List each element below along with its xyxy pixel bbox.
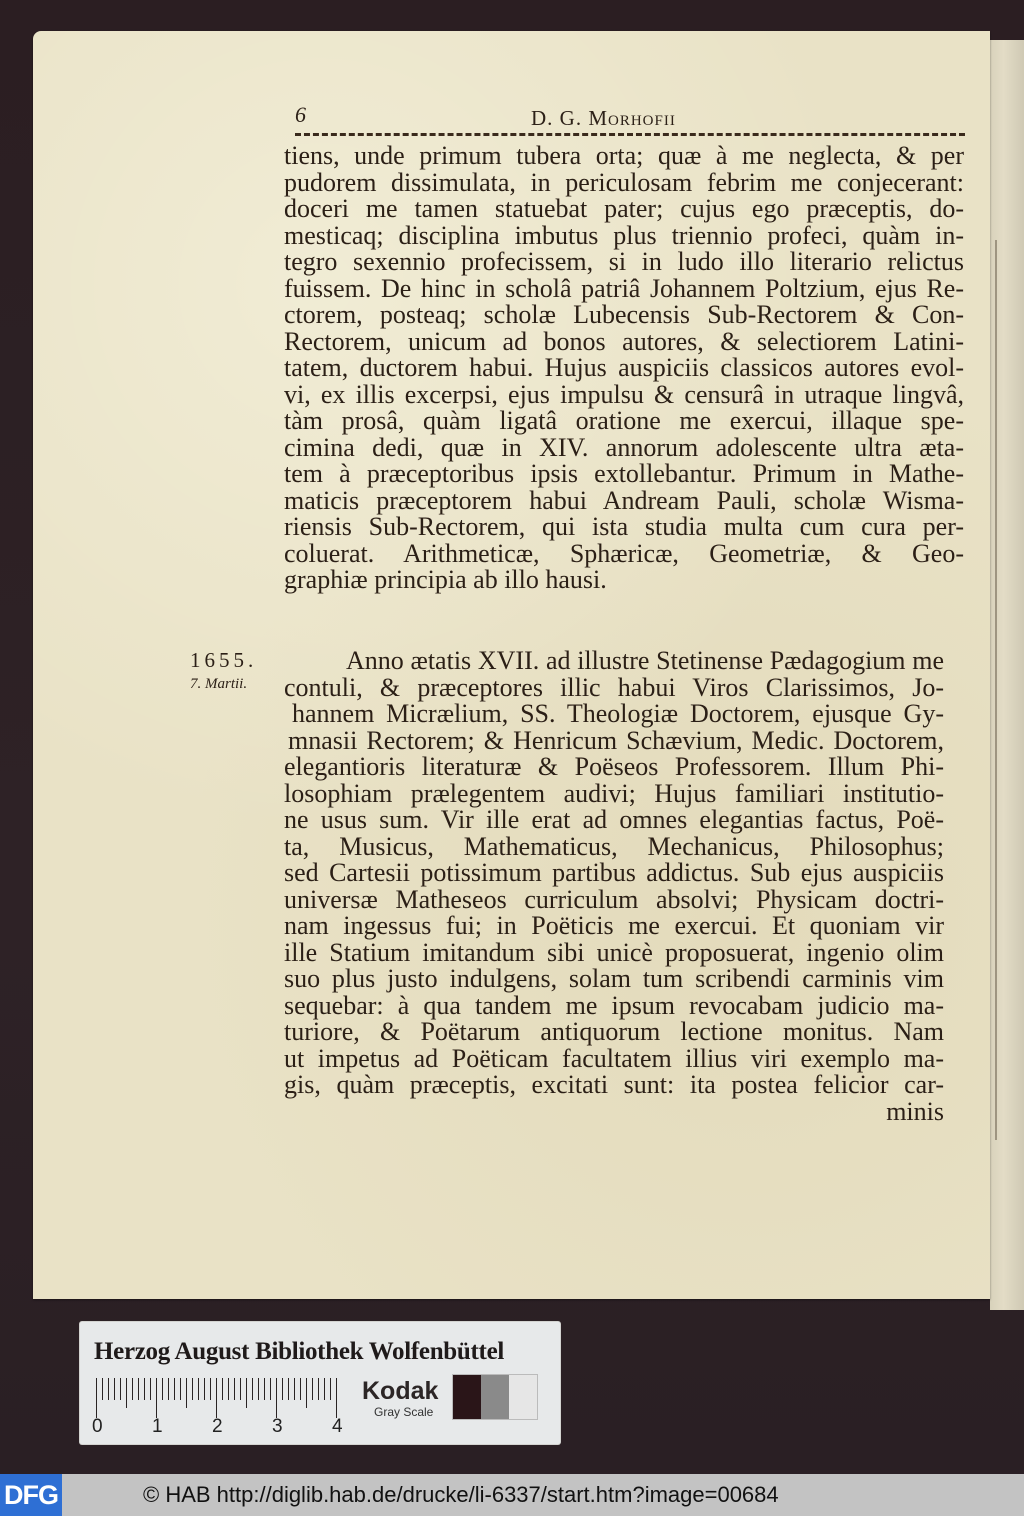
- text-line: riensis Sub-Rectorem, qui ista studia multa cum cura per-: [284, 512, 964, 541]
- text-line: universæ Matheseos curriculum absolvi; Physicam doctri-: [284, 884, 944, 914]
- kodak-logo: Kodak: [362, 1377, 439, 1405]
- text-line: tàm prosâ, quàm ligatâ oratione me exercui, illaque spe-: [284, 406, 964, 435]
- text-line: turiore, & Poëtarum antiquorum lectione monitus. Nam: [284, 1017, 944, 1046]
- text-line: mnasii Rectorem; & Henricum Schævium, Medic. Doctorem,: [288, 725, 944, 755]
- text-line: elegantioris literaturæ & Poëseos Professorem. Illum Phi-: [284, 752, 944, 781]
- copyright-url[interactable]: © HAB http://diglib.hab.de/drucke/li-6337/start.htm?image=00684: [143, 1482, 779, 1507]
- text-line: sequebar: à qua tandem me ipsum revocabam judicio ma-: [284, 990, 944, 1020]
- running-head-title: D. G. Morhofii: [531, 106, 676, 130]
- text-line: vi, ex illis excerpsi, ejus impulsu & censurâ in utraque lingvâ,: [284, 379, 964, 409]
- swatch-white: [509, 1375, 537, 1419]
- footer-bar: [0, 1474, 1024, 1516]
- text-line: cimina dedi, quæ in XIV. annorum adolescente ultra æta-: [284, 432, 964, 462]
- text-line: mesticaq; disciplina imbutus plus triennio profeci, quàm in-: [284, 220, 964, 250]
- paragraph-1: [284, 143, 964, 594]
- dfg-logo: DFG: [0, 1474, 62, 1516]
- text-line: losophiam prælegentem audivi; Hujus familiari institutio-: [284, 778, 944, 808]
- text-line: ctorem, posteaq; scholæ Lubecensis Sub-Rectorem & Con-: [284, 300, 964, 329]
- catchword: minis: [886, 1096, 944, 1126]
- paragraph-2: [284, 648, 944, 1125]
- gray-scale-swatches: [452, 1374, 538, 1420]
- text-line: tiens, unde primum tubera orta; quæ à me neglecta, & per: [284, 141, 964, 170]
- text-line: fuissem. De hinc in scholâ patriâ Johannem Poltzium, ejus Re-: [284, 273, 964, 303]
- text-line: ta, Musicus, Mathematicus, Mechanicus, Philosophus;: [284, 831, 944, 861]
- text-line: nam ingessus fui; in Poëticis me exercui. Et quoniam vir: [284, 911, 944, 940]
- text-line: tem à præceptoribus ipsis extollebantur. Primum in Mathe-: [284, 459, 964, 488]
- page-fold-line: [995, 240, 997, 1140]
- text-line: tatem, ductorem habui. Hujus auspiciis classicos autores evol-: [284, 353, 964, 382]
- text-line: pudorem dissimulata, in periculosam febrim me conjecerant:: [284, 167, 964, 197]
- gray-scale-label: Gray Scale: [374, 1405, 434, 1419]
- text-line: ut impetus ad Poëticam facultatem illius viri exemplo ma-: [284, 1043, 944, 1073]
- text-line: doceri me tamen statuebat pater; cujus ego præceptis, do-: [284, 194, 964, 223]
- ruler-label: 4: [332, 1416, 343, 1437]
- ruler-label: 1: [152, 1416, 163, 1437]
- text-line: hannem Micrælium, SS. Theologiæ Doctorem, ejusque Gy-: [292, 699, 944, 728]
- margin-note-year: 1655.: [190, 648, 258, 672]
- text-line: tegro sexennio profecissem, si in ludo illo literario relictus: [284, 247, 964, 276]
- text-line: coluerat. Arithmeticæ, Sphæricæ, Geometriæ, & Geo-: [284, 538, 964, 568]
- swatch-black: [453, 1375, 481, 1419]
- text-line: sed Cartesii potissimum partibus addictus. Sub ejus auspiciis: [284, 858, 944, 887]
- running-head: [295, 102, 965, 132]
- ruler-label: 3: [272, 1416, 283, 1437]
- text-line: ille Statium imitandum sibi unicè proposuerat, ingenio olim: [284, 937, 944, 967]
- text-line: gis, quàm præceptis, excitati sunt: ita postea felicior car-: [284, 1070, 944, 1099]
- library-name: Herzog August Bibliothek Wolfenbüttel: [94, 1338, 505, 1365]
- text-line: suo plus justo indulgens, solam tum scribendi carminis vim: [284, 964, 944, 993]
- text-line: contuli, & præceptores illic habui Viros Clarissimos, Jo-: [284, 672, 944, 702]
- ruler-label: 0: [92, 1416, 103, 1437]
- text-line: Rectorem, unicum ad bonos autores, & selectiorem Latini-: [284, 326, 964, 356]
- ruler-label: 2: [212, 1416, 223, 1437]
- scale-ruler: [92, 1370, 343, 1437]
- text-line: maticis præceptorem habui Andream Pauli, scholæ Wisma-: [284, 485, 964, 515]
- calibration-card: [80, 1322, 560, 1444]
- header-rule: [295, 133, 965, 136]
- page-number: 6: [295, 102, 306, 127]
- margin-note-date: 7. Martii.: [190, 676, 248, 692]
- text-line: Anno ætatis XVII. ad illustre Stetinense Pædagogium me: [346, 646, 944, 675]
- swatch-gray: [481, 1375, 509, 1419]
- text-line: ne usus sum. Vir ille erat ad omnes elegantias factus, Poë-: [284, 805, 944, 834]
- text-line: graphiæ principia ab illo hausi.: [284, 565, 607, 594]
